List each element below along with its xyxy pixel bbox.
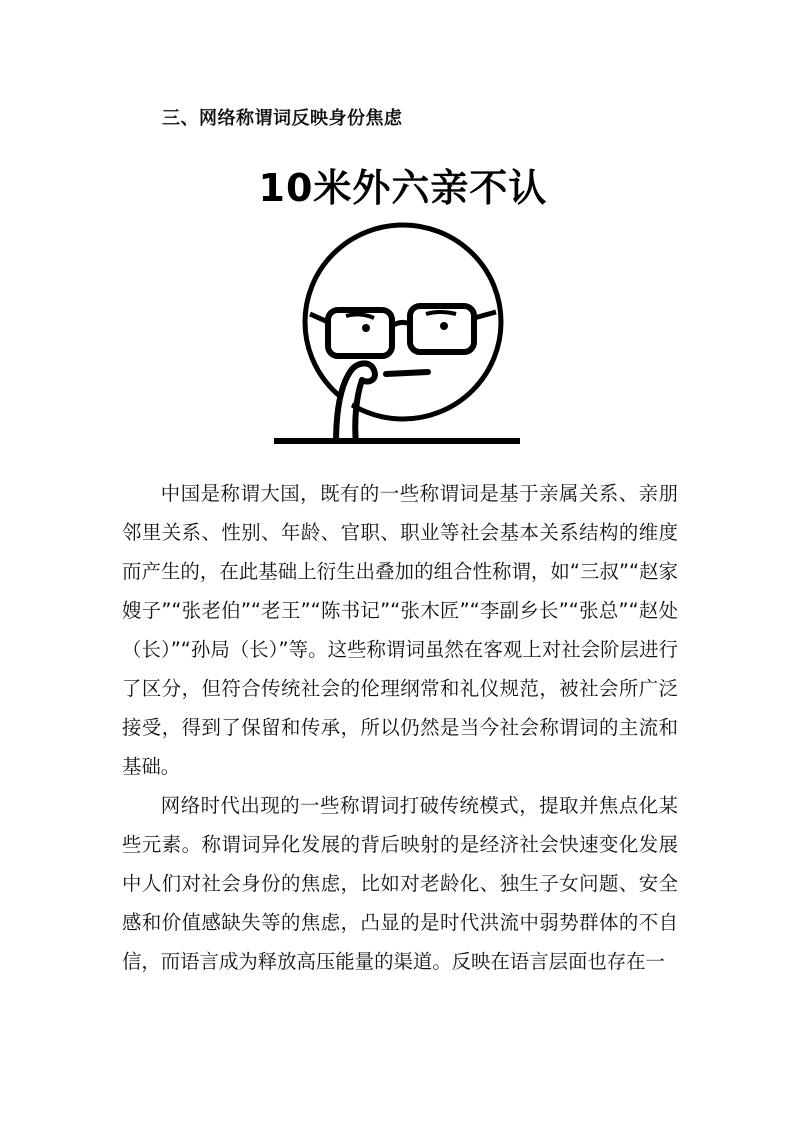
- body-text: [122, 474, 678, 981]
- section-heading: 三、网络称谓词反映身份焦虑: [162, 108, 403, 129]
- thinking-face-glasses-icon: [258, 222, 548, 452]
- meme-caption: 10米外六亲不认: [258, 166, 548, 210]
- paragraph: 中国是称谓大国，既有的一些称谓词是基于亲属关系、亲朋邻里关系、性别、年龄、官职、职业等社会基本关系结构的维度而产生的，在此基础上衍生出叠加的组合性称谓，如“三叔”“赵家嫂子”“张老伯”“老王”“陈书记”“张木匠”“李副乡长”“张总”“赵处（长）”“孙局（长）”等。这些称谓词虽然在客观上对社会阶层进行了区分，但符合传统社会的伦理纲常和礼仪规范，被社会所广泛接受，得到了保留和传承，所以仍然是当今社会称谓词的主流和基础。: [122, 482, 678, 778]
- meme-image: [258, 160, 548, 460]
- paragraph: 网络时代出现的一些称谓词打破传统模式，提取并焦点化某些元素。称谓词异化发展的背后映射的是经济社会快速变化发展中人们对社会身份的焦虑，比如对老龄化、独生子女问题、安全感和价值感缺失等的焦虑，凸显的是时代洪流中弱势群体的不自信，而语言成为释放高压能量的渠道。反映在语言层面也存在一: [122, 794, 678, 973]
